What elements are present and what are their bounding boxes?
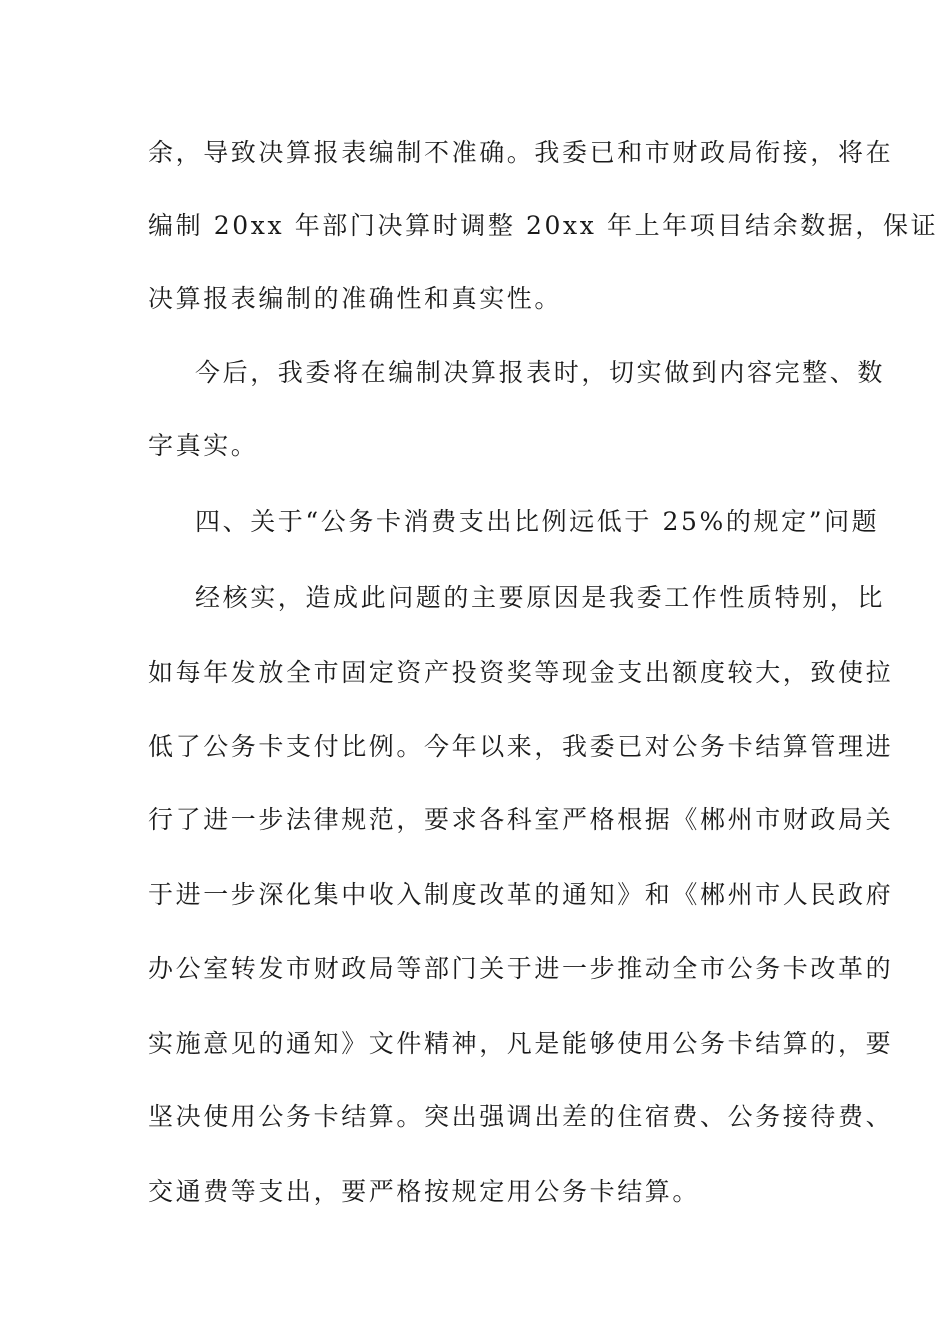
text-line-15: 交通费等支出，要严格按规定用公务卡结算。	[148, 1177, 701, 1206]
text-line-14: 坚决使用公务卡结算。突出强调出差的住宿费、公务接待费、	[148, 1102, 894, 1131]
text-line-7: 经核实，造成此问题的主要原因是我委工作性质特别，比	[195, 583, 886, 612]
text-line-1: 余，导致决算报表编制不准确。我委已和市财政局衔接，将在	[148, 138, 894, 167]
text-line-2: 编制 20xx 年部门决算时调整 20xx 年上年项目结余数据，保证	[148, 211, 939, 240]
text-line-8: 如每年发放全市固定资产投资奖等现金支出额度较大，致使拉	[148, 658, 894, 687]
text-line-13: 实施意见的通知》文件精神，凡是能够使用公务卡结算的，要	[148, 1029, 894, 1058]
text-line-11: 于进一步深化集中收入制度改革的通知》和《郴州市人民政府	[148, 880, 894, 909]
text-line-10: 行了进一步法律规范，要求各科室严格根据《郴州市财政局关	[148, 805, 894, 834]
text-line-9: 低了公务卡支付比例。今年以来，我委已对公务卡结算管理进	[148, 732, 894, 761]
text-line-4: 今后，我委将在编制决算报表时，切实做到内容完整、数	[195, 358, 886, 387]
text-line-5: 字真实。	[148, 431, 259, 460]
text-line-3: 决算报表编制的准确性和真实性。	[148, 284, 563, 313]
text-line-12: 办公室转发市财政局等部门关于进一步推动全市公务卡改革的	[148, 954, 894, 983]
section-heading: 四、关于“公务卡消费支出比例远低于 25%的规定”问题	[195, 507, 880, 536]
